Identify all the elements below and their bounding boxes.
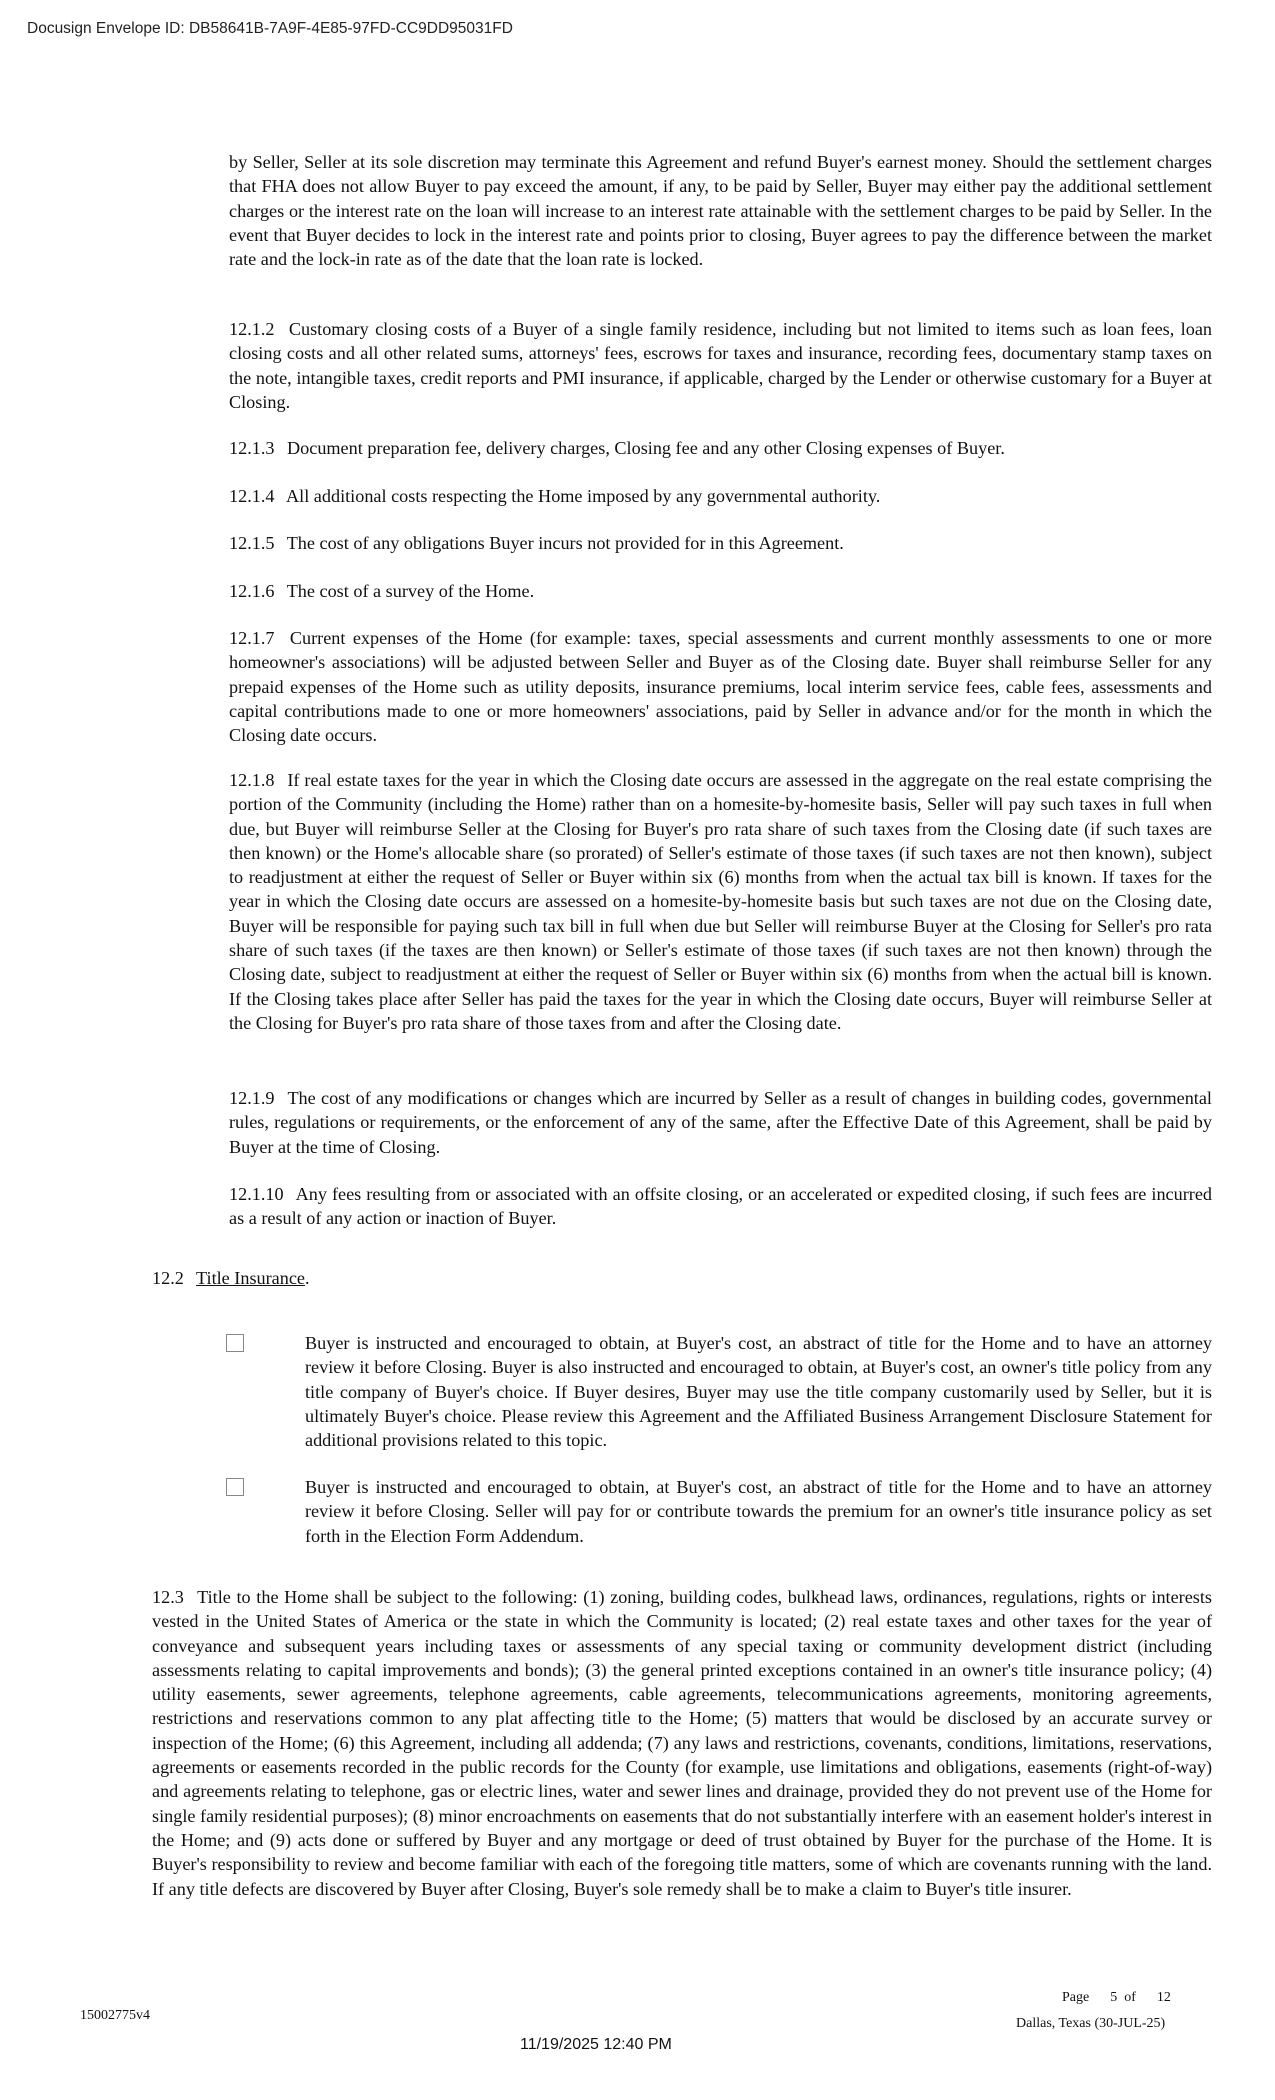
section-12-2-heading (152, 1266, 1212, 1290)
clause-number: 12.1.6 (229, 581, 275, 601)
clause-text: The cost of a survey of the Home. (286, 581, 535, 601)
clause-12-1-4 (229, 484, 1212, 508)
title-option-1-text: Buyer is instructed and encouraged to obtain, at Buyer's cost, an abstract of title for the Home and to have an attorney review it before Closing. Buyer is also instructed and encouraged to obtain, at Buyer's cost, an owner's title policy from any title company of Buyer's choice. If Buyer desires, Buyer may use the title company customarily used by Seller, but it is ultimately Buyer's choice. Please review this Agreement and the Affiliated Business Arrangement Disclosure Statement for additional provisions related to this topic. (305, 1333, 1212, 1451)
section-title: Title Insurance (196, 1268, 305, 1288)
section-number: 12.2 (152, 1268, 184, 1288)
clause-12-1-5 (229, 531, 1212, 555)
clause-12-1-2 (229, 317, 1212, 414)
section-text: Title to the Home shall be subject to the following: (1) zoning, building codes, bulkhead laws, ordinances, regulations, rights or interests vested in the United States of America or the state in which the Community is located; (2) real estate taxes and other taxes for the year of conveyance and subsequent years including taxes or assessments of any special taxing or community development district (including assessments relating to capital improvements and bonds); (3) the general printed exceptions contained in an owner's title insurance policy; (4) utility easements, sewer agreements, telephone agreements, cable agreements, telecommunications agreements, monitoring agreements, restrictions and reservations common to any plat affecting title to the Home; (5) matters that would be disclosed by an accurate survey or inspection of the Home; (6) this Agreement, including all addenda; (7) any laws and restrictions, covenants, conditions, limitations, reservations, agreements or easements recorded in the public records for the County (for example, use limitations and obligations, easements (right-of-way) and agreements relating to telephone, gas or electric lines, water and sewer lines and drainage, provided they do not prevent use of the Home for single family residential purposes); (8) minor encroachments on easements that do not substantially interfere with an easement holder's interest in the Home; and (9) acts done or suffered by Buyer and any mortgage or deed of trust obtained by Buyer for the purchase of the Home. It is Buyer's responsibility to review and become familiar with each of the foregoing title matters, some of which are covenants running with the land. If any title defects are discovered by Buyer after Closing, Buyer's sole remedy shall be to make a claim to Buyer's title insurer. (152, 1587, 1213, 1899)
title-option-2-text: Buyer is instructed and encouraged to obtain, at Buyer's cost, an abstract of title for the Home and to have an attorney review it before Closing. Seller will pay for or contribute towards the premium for an owner's title insurance policy as set forth in the Election Form Addendum. (305, 1477, 1212, 1546)
intro-continuation: by Seller, Seller at its sole discretion may terminate this Agreement and refund Buyer's earnest money. Should the settlement charges that FHA does not allow Buyer to pay exceed the amount, if any, to be paid by Seller, Buyer may either pay the additional settlement charges or the interest rate on the loan will increase to an interest rate attainable with the settlement charges to be paid by Seller. In the event that Buyer decides to lock in the interest rate and points prior to closing, Buyer agrees to pay the difference between the market rate and the lock-in rate as of the date that the loan rate is locked. (229, 152, 1212, 270)
clause-text: Customary closing costs of a Buyer of a single family residence, including but not limited to items such as loan fees, loan closing costs and all other related sums, attorneys' fees, escrows for taxes and insurance, recording fees, documentary stamp taxes on the note, intangible taxes, credit reports and PMI insurance, if applicable, charged by the Lender or otherwise customary for a Buyer at Closing. (229, 319, 1212, 412)
page-label: Page (1062, 1990, 1090, 2005)
page-of: of (1124, 1990, 1136, 2005)
signing-timestamp: 11/19/2025 12:40 PM (520, 2036, 672, 2053)
clause-12-1-6 (229, 579, 1212, 603)
clause-12-1-10 (229, 1182, 1212, 1231)
clause-number: 12.1.8 (229, 770, 275, 790)
document-location-date: Dallas, Texas (30-JUL-25) (1016, 2016, 1166, 2031)
title-suffix: . (305, 1268, 310, 1288)
title-option-1-checkbox[interactable] (226, 1334, 244, 1352)
clause-text: The cost of any modifications or changes which are incurred by Seller as a result of changes in building codes, governmental rules, regulations or requirements, or the enforcement of any of the same, after the Effective Date of this Agreement, shall be paid by Buyer at the time of Closing. (229, 1088, 1212, 1157)
clause-text: Document preparation fee, delivery charges, Closing fee and any other Closing expenses of Buyer. (287, 438, 1005, 458)
clause-12-1-7 (229, 626, 1212, 747)
page-number: 5 (1110, 1990, 1118, 2005)
page-total: 12 (1156, 1990, 1171, 2005)
clause-text: Any fees resulting from or associated with an offsite closing, or an accelerated or expedited closing, if such fees are incurred as a result of any action or inaction of Buyer. (229, 1184, 1212, 1229)
clause-text: Current expenses of the Home (for example: taxes, special assessments and current monthly assessments to one or more homeowner's associations) will be adjusted between Seller and Buyer as of the Closing date. Buyer shall reimburse Seller for any prepaid expenses of the Home such as utility deposits, insurance premiums, local interim service fees, cable fees, assessments and capital contributions made to one or more homeowners' associations, paid by Seller in advance and/or for the month in which the Closing date occurs. (229, 628, 1213, 746)
clause-number: 12.1.7 (229, 628, 275, 648)
section-number: 12.3 (152, 1587, 184, 1607)
clause-12-1-8 (229, 768, 1212, 1035)
document-version-id: 15002775v4 (80, 2008, 150, 2023)
clause-12-1-3 (229, 436, 1212, 460)
clause-text: All additional costs respecting the Home imposed by any governmental authority. (286, 486, 881, 506)
clause-number: 12.1.3 (229, 438, 275, 458)
section-12-3 (152, 1585, 1212, 1901)
clause-text: The cost of any obligations Buyer incurs not provided for in this Agreement. (286, 533, 844, 553)
clause-number: 12.1.4 (229, 486, 275, 506)
clause-number: 12.1.9 (229, 1088, 275, 1108)
title-option-2-checkbox[interactable] (226, 1478, 244, 1496)
envelope-id: Docusign Envelope ID: DB58641B-7A9F-4E85-97FD-CC9DD95031FD (27, 20, 513, 37)
clause-number: 12.1.10 (229, 1184, 284, 1204)
clause-number: 12.1.5 (229, 533, 275, 553)
clause-12-1-9 (229, 1086, 1212, 1159)
page-indicator (1062, 1990, 1171, 2006)
clause-number: 12.1.2 (229, 319, 275, 339)
clause-text: If real estate taxes for the year in which the Closing date occurs are assessed in the aggregate on the real estate comprising the portion of the Community (including the Home) rather than on a homesite-by-homesite basis, Seller will pay such taxes in full when due, but Buyer will reimburse Seller at the Closing for Buyer's pro rata share of such taxes from the Closing date (if such taxes are then known) or the Home's allocable share (so prorated) of Seller's estimate of those taxes (if such taxes are not then known), subject to readjustment at either the request of Seller or Buyer within six (6) months from when the actual tax bill is known. If taxes for the year in which the Closing date occurs are assessed on a homesite-by-homesite basis but such taxes are not due on the Closing date, Buyer will be responsible for paying such tax bill in full when due but Seller will reimburse Buyer at the Closing for Seller's pro rata share of such taxes (if the taxes are then known) or Seller's estimate of those taxes (if such taxes are not then known) through the Closing date, subject to readjustment at either the request of Seller or Buyer within six (6) months from when the actual bill is known. If the Closing takes place after Seller has paid the taxes for the year in which the Closing date occurs, Buyer will reimburse Seller at the Closing for Buyer's pro rata share of those taxes from and after the Closing date. (229, 770, 1212, 1033)
